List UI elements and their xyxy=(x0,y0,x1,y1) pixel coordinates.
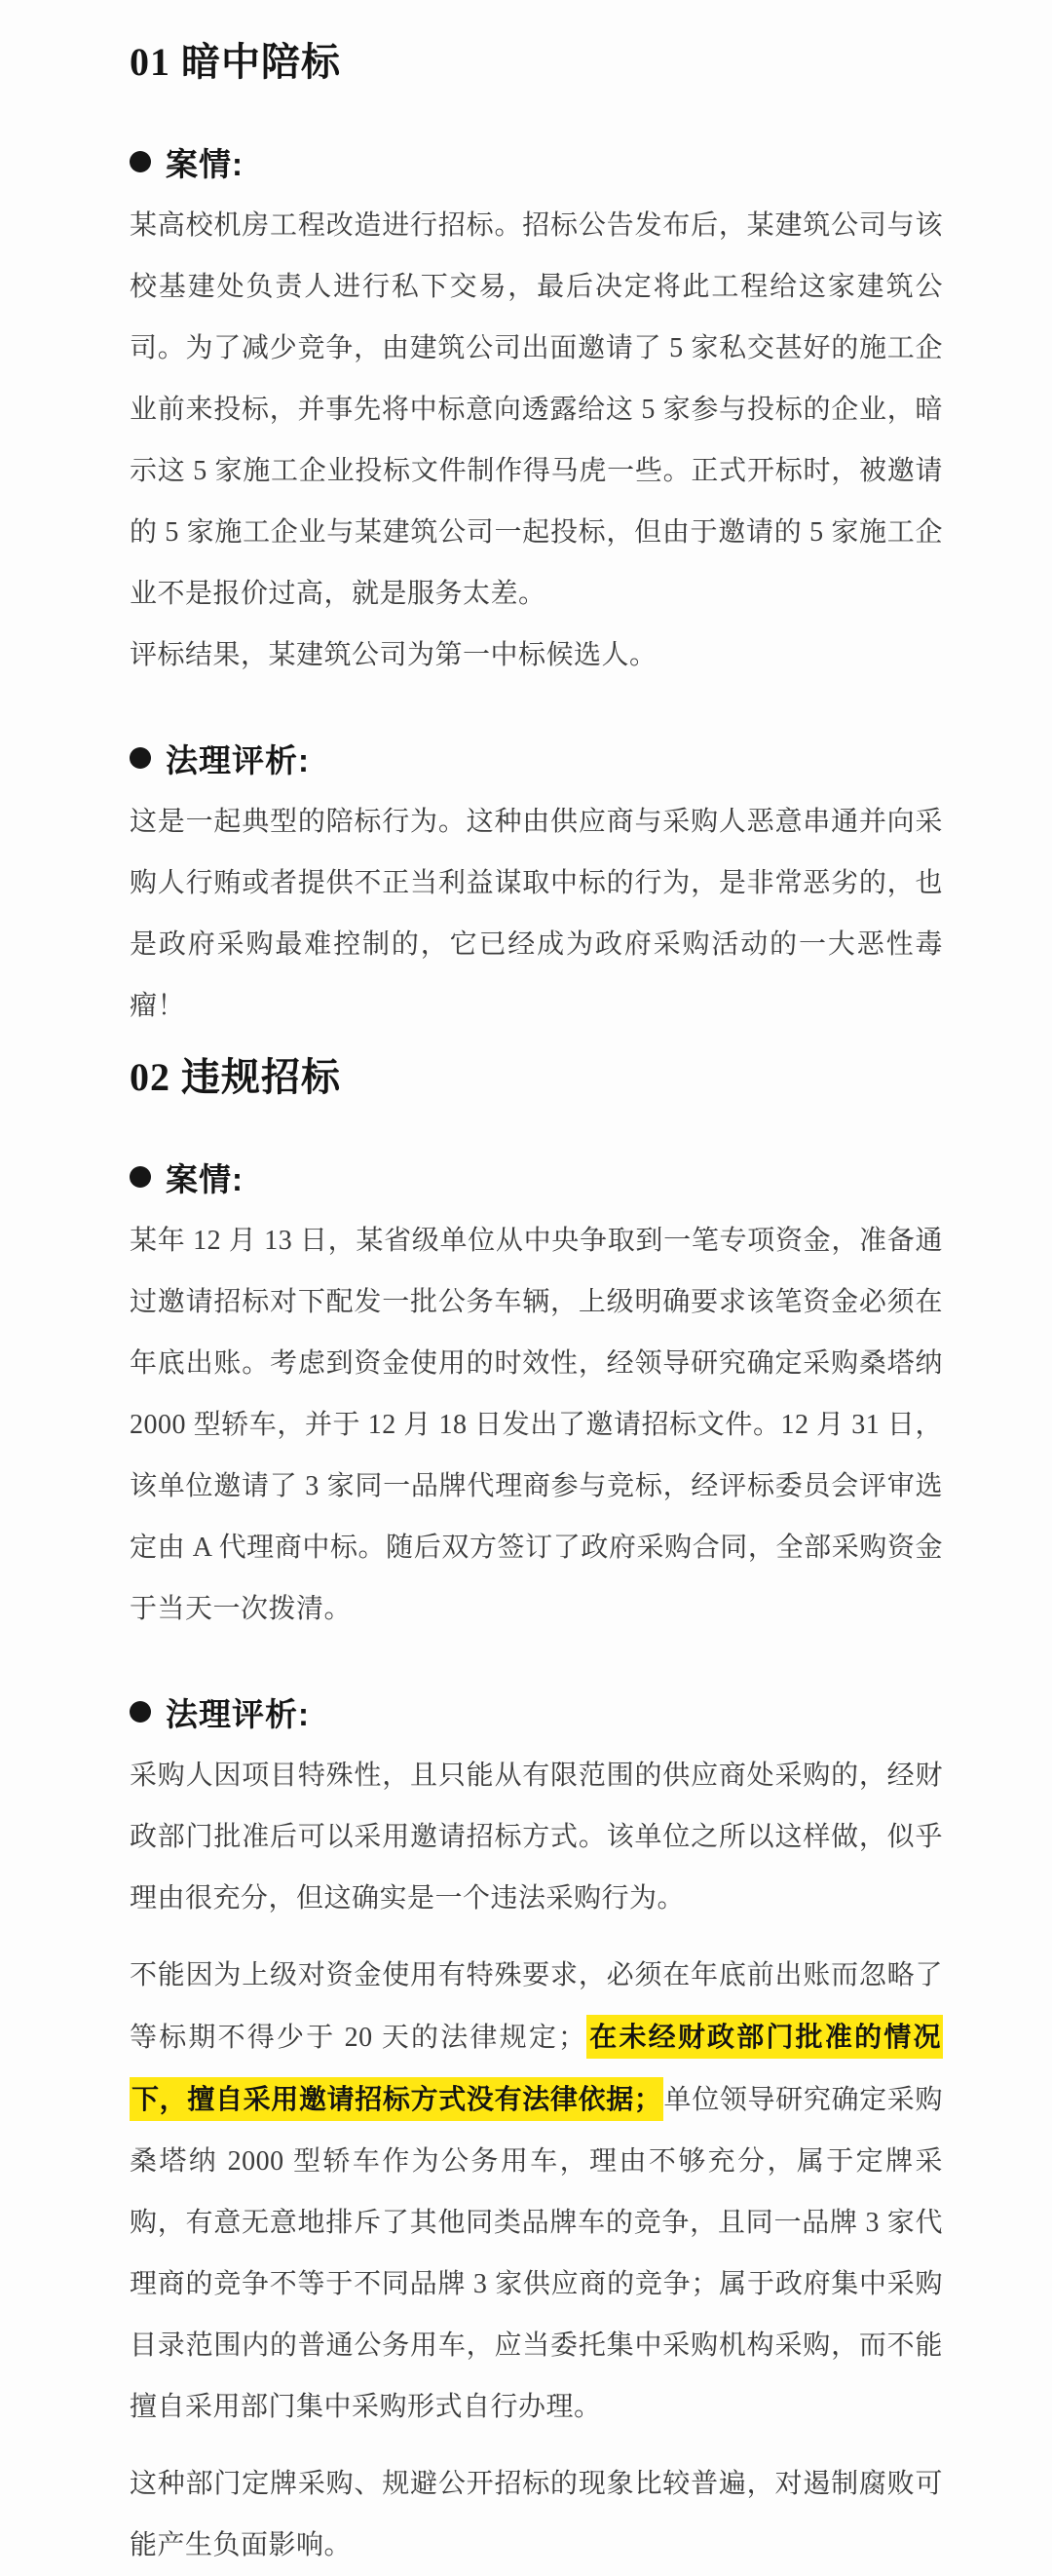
section-01-case-paragraph-2: 评标结果，某建筑公司为第一中标候选人。 xyxy=(130,640,658,670)
section-01-analysis-paragraph-1: 这是一起典型的陪标行为。这种由供应商与采购人恶意串通并向采购人行贿或者提供不正当利益谋取中标的行为，是非常恶劣的，也是政府采购最难控制的，它已经成为政府采购活动的一大恶性毒瘤！ xyxy=(130,807,943,1021)
analysis-label: 法理评析: xyxy=(166,1695,310,1732)
section-02 xyxy=(130,1052,943,2576)
section-01-case-paragraph-1: 某高校机房工程改造进行招标。招标公告发布后，某建筑公司与该校基建处负责人进行私下交易，最后决定将此工程给这家建筑公司。为了减少竞争，由建筑公司出面邀请了 5 家私交甚好的施工企业前来投标，并事先将中标意向透露给这 5 家参与投标的企业，暗示这 5 家施工企业投标文件制作得马虎一些。正式开标时，被邀请的 5 家施工企业与某建筑公司一起投标，但由于邀请的 5 家施工企业不是报价过高，就是服务太差。 xyxy=(130,210,943,609)
section-01 xyxy=(130,37,943,1037)
case-label: 案情: xyxy=(166,1160,244,1197)
section-02-analysis-paragraph-3: 这种部门定牌采购、规避公开招标的现象比较普遍，对遏制腐败可能产生负面影响。 xyxy=(130,2469,943,2560)
section-02-title: 02 违规招标 xyxy=(130,1055,341,1099)
bullet-dot-icon xyxy=(130,1701,151,1723)
highlighted-text: 在未经财政部门批准的情况下，擅自采用邀请招标方式没有法律依据； xyxy=(130,2015,943,2121)
section-02-analysis-paragraph-1: 采购人因项目特殊性，且只能从有限范围的供应商处采购的，经财政部门批准后可以采用邀请招标方式。该单位之所以这样做，似乎理由很充分，但这确实是一个违法采购行为。 xyxy=(130,1761,943,1913)
bullet-dot-icon xyxy=(130,151,151,172)
section-01-title: 01 暗中陪标 xyxy=(130,40,341,84)
bullet-dot-icon xyxy=(130,747,151,769)
section-02-case-paragraph-1: 某年 12 月 13 日，某省级单位从中央争取到一笔专项资金，准备通过邀请招标对下配发一批公务车辆，上级明确要求该笔资金必须在年底出账。考虑到资金使用的时效性，经领导研究确定采购桑塔纳 2000 型轿车，并于 12 月 18 日发出了邀请招标文件。12 月 31 日，该单位邀请了 3 家同一品牌代理商参与竞标，经评标委员会评审选定由 A 代理商中标。随后双方签订了政府采购合同，全部采购资金于当天一次拨清。 xyxy=(130,1226,943,1624)
analysis-text-after-highlight: 单位领导研究确定采购桑塔纳 2000 型轿车作为公务用车，理由不够充分，属于定牌采购，有意无意地排斥了其他同类品牌车的竞争，且同一品牌 3 家代理商的竞争不等于不同品牌 3 家供应商的竞争；属于政府集中采购目录范围内的普通公务用车，应当委托集中采购机构采购，而不能擅自采用部门集中采购形式自行办理。 xyxy=(130,2085,943,2422)
bullet-dot-icon xyxy=(130,1166,151,1188)
section-02-analysis-paragraph-2 xyxy=(130,1945,943,2438)
analysis-label: 法理评析: xyxy=(166,741,310,778)
section-02-case-heading xyxy=(130,1155,943,1198)
section-01-case-heading xyxy=(130,140,943,183)
section-01-analysis-heading xyxy=(130,737,943,779)
section-02-analysis-heading xyxy=(130,1690,943,1733)
case-label: 案情: xyxy=(166,145,244,182)
analysis-text-before-highlight: 不能因为上级对资金使用有特殊要求，必须在年底前出账而忽略了等标期不得少于 20 天的法律规定； xyxy=(130,1960,943,2053)
